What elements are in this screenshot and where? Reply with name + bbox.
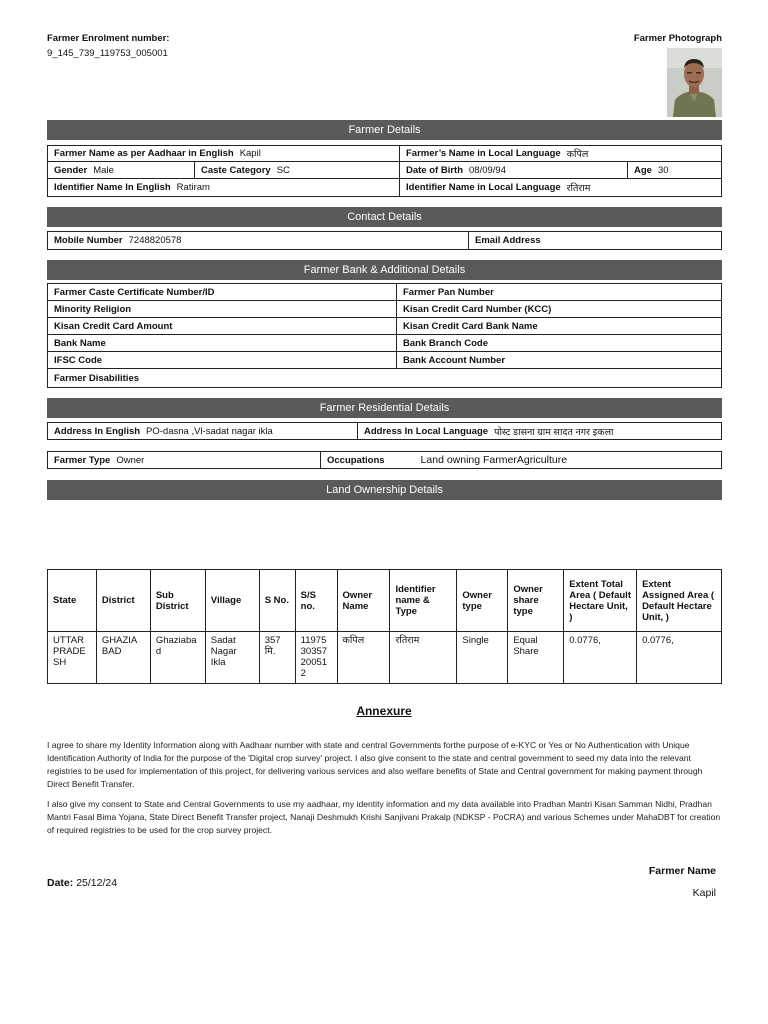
address-local-label: Address In Local Language bbox=[364, 425, 489, 437]
mobile-cell bbox=[48, 232, 469, 249]
header-district: District bbox=[96, 570, 150, 632]
gender-label: Gender bbox=[54, 164, 88, 176]
farmer-details-header: Farmer Details bbox=[47, 120, 722, 140]
pan-label: Farmer Pan Number bbox=[403, 286, 494, 298]
farmer-name-local-value: कपिल bbox=[566, 149, 589, 160]
identifier-en-label: Identifier Name In English bbox=[54, 182, 171, 193]
cell-identifier: रतिराम bbox=[390, 632, 457, 684]
header-assigned-area: Extent Assigned Area ( Default Hectare Unit, ) bbox=[637, 570, 722, 632]
branch-cell bbox=[397, 335, 721, 351]
minority-label: Minority Religion bbox=[54, 303, 132, 315]
header-total-area: Extent Total Area ( Default Hectare Unit, ) bbox=[564, 570, 637, 632]
cell-ss-no: 119753035720051 2 bbox=[295, 632, 337, 684]
identifier-local-cell bbox=[400, 179, 721, 196]
gender-cell bbox=[48, 162, 195, 178]
mobile-label: Mobile Number bbox=[54, 235, 123, 246]
cell-owner-name: कपिल bbox=[337, 632, 390, 684]
header-owner-name: Owner Name bbox=[337, 570, 390, 632]
header-s-no: S No. bbox=[259, 570, 295, 632]
occupations-cell bbox=[321, 452, 721, 468]
identifier-local-value: रतिराम bbox=[566, 183, 591, 194]
bank-details-grid bbox=[47, 283, 722, 388]
farmer-details-grid bbox=[47, 145, 722, 197]
header-share-type: Owner share type bbox=[508, 570, 564, 632]
enrolment-number: 9_145_739_119753_005001 bbox=[47, 48, 168, 59]
header-identifier: Identifier name & Type bbox=[390, 570, 457, 632]
mobile-value: 7248820578 bbox=[128, 235, 182, 246]
gender-value: Male bbox=[93, 164, 114, 176]
header-village: Village bbox=[205, 570, 259, 632]
farmer-type-value: Owner bbox=[116, 454, 145, 466]
table-row bbox=[48, 632, 722, 684]
dob-value: 08/09/94 bbox=[469, 164, 506, 176]
identifier-en-value: Ratiram bbox=[176, 182, 210, 193]
kcc-amount-label: Kisan Credit Card Amount bbox=[54, 320, 173, 332]
farmer-photograph bbox=[667, 48, 722, 117]
email-cell bbox=[469, 232, 721, 249]
cell-assigned-area: 0.0776, bbox=[637, 632, 722, 684]
pan-cell bbox=[397, 284, 721, 300]
signature-name: Kapil bbox=[692, 887, 716, 899]
caste-label: Caste Category bbox=[201, 164, 271, 176]
farmer-name-en-value: Kapil bbox=[239, 148, 261, 159]
date-label: Date: bbox=[47, 877, 74, 889]
date-line bbox=[47, 877, 117, 889]
header-sub-district: Sub District bbox=[150, 570, 205, 632]
kcc-amount-cell bbox=[48, 318, 397, 334]
account-cell bbox=[397, 352, 721, 368]
age-label: Age bbox=[634, 164, 652, 176]
address-grid bbox=[47, 422, 722, 440]
header-ss-no: S/S no. bbox=[295, 570, 337, 632]
bank-name-label: Bank Name bbox=[54, 337, 106, 349]
cell-s-no: 357 मि. bbox=[259, 632, 295, 684]
farmer-name-en-cell bbox=[48, 146, 400, 161]
account-label: Bank Account Number bbox=[403, 354, 506, 366]
contact-details-grid bbox=[47, 231, 722, 250]
address-en-cell bbox=[48, 423, 358, 439]
date-value: 25/12/24 bbox=[76, 877, 118, 889]
enrolment-label: Farmer Enrolment number: bbox=[47, 33, 170, 44]
annexure-para-2: I also give my consent to State and Central Governments to use my aadhaar, my identity information and my data available into Pradhan Mantri Kisan Samman Nidhi, Pradhan Mantri Fasal Bima Yojana, State Direct Benefit Transfer project, Nanaji Deshmukh Krishi Sanjivani Prakalp (NDKSP - PoCRA) and various Schemes under MahaDBT for creation of required registries to be used for the crop survey project. bbox=[47, 799, 721, 835]
farmer-name-local-label: Farmer’s Name in Local Language bbox=[406, 148, 561, 159]
address-en-label: Address In English bbox=[54, 425, 141, 437]
cell-owner-type: Single bbox=[457, 632, 508, 684]
residential-details-header: Farmer Residential Details bbox=[47, 398, 722, 418]
identifier-local-label: Identifier Name in Local Language bbox=[406, 182, 561, 193]
cell-state: UTTAR PRADESH bbox=[48, 632, 97, 684]
disabilities-label: Farmer Disabilities bbox=[54, 372, 140, 384]
identifier-en-cell bbox=[48, 179, 400, 196]
cell-sub-district: Ghaziabad bbox=[150, 632, 205, 684]
minority-cell bbox=[48, 301, 397, 317]
header-state: State bbox=[48, 570, 97, 632]
address-local-cell bbox=[358, 423, 721, 439]
contact-details-header: Contact Details bbox=[47, 207, 722, 227]
ifsc-cell bbox=[48, 352, 397, 368]
cell-village: Sadat Nagar Ikla bbox=[205, 632, 259, 684]
land-header-row bbox=[48, 570, 722, 632]
ifsc-label: IFSC Code bbox=[54, 354, 103, 366]
kcc-bank-cell bbox=[397, 318, 721, 334]
annexure-para-1: I agree to share my Identity Information along with Aadhaar number with state and central Governments forthe purpose of e-KYC or Yes or No Authentication with Unique Identification Authority of India for the purpose of the 'Digital crop survey' project. I also give consent to the state and central government to seed my data into the relevant registries to be used for implementation of this project, for delivering various services and also welfare benefits of State and Central government for making payment through Direct Benefit Transfer. bbox=[47, 740, 703, 789]
farmer-name-local-cell bbox=[400, 146, 721, 161]
bank-details-header: Farmer Bank & Additional Details bbox=[47, 260, 722, 280]
dob-cell bbox=[400, 162, 628, 178]
dob-label: Date of Birth bbox=[406, 164, 463, 176]
cell-district: GHAZIA BAD bbox=[96, 632, 150, 684]
cell-total-area: 0.0776, bbox=[564, 632, 637, 684]
age-cell bbox=[628, 162, 721, 178]
cell-share-type: Equal Share bbox=[508, 632, 564, 684]
annexure-title: Annexure bbox=[356, 704, 412, 718]
bank-name-cell bbox=[48, 335, 397, 351]
farmer-name-en-label: Farmer Name as per Aadhaar in English bbox=[54, 148, 234, 159]
occupations-label: Occupations bbox=[327, 454, 385, 466]
caste-value: SC bbox=[276, 164, 290, 176]
age-value: 30 bbox=[657, 164, 669, 176]
branch-label: Bank Branch Code bbox=[403, 337, 488, 349]
caste-cert-label: Farmer Caste Certificate Number/ID bbox=[54, 286, 215, 298]
photo-label: Farmer Photograph bbox=[633, 33, 722, 44]
caste-cell bbox=[195, 162, 400, 178]
land-ownership-header: Land Ownership Details bbox=[47, 480, 722, 500]
kcc-cell bbox=[397, 301, 721, 317]
caste-cert-cell bbox=[48, 284, 397, 300]
farmer-type-grid bbox=[47, 451, 722, 469]
header-owner-type: Owner type bbox=[457, 570, 508, 632]
signature-label: Farmer Name bbox=[648, 865, 716, 877]
address-local-value: पोस्ट डासना ग्राम सादत नगर इकला bbox=[494, 426, 614, 438]
farmer-type-cell bbox=[48, 452, 321, 468]
land-ownership-table bbox=[47, 569, 722, 684]
occupations-value: Land owning FarmerAgriculture bbox=[420, 454, 568, 466]
kcc-label: Kisan Credit Card Number (KCC) bbox=[403, 303, 552, 315]
address-en-value: PO-dasna ,Vl-sadat nagar ikla bbox=[146, 425, 273, 437]
disabilities-cell bbox=[48, 369, 721, 387]
kcc-bank-label: Kisan Credit Card Bank Name bbox=[403, 320, 538, 332]
farmer-type-label: Farmer Type bbox=[54, 454, 111, 466]
email-label: Email Address bbox=[475, 235, 541, 246]
